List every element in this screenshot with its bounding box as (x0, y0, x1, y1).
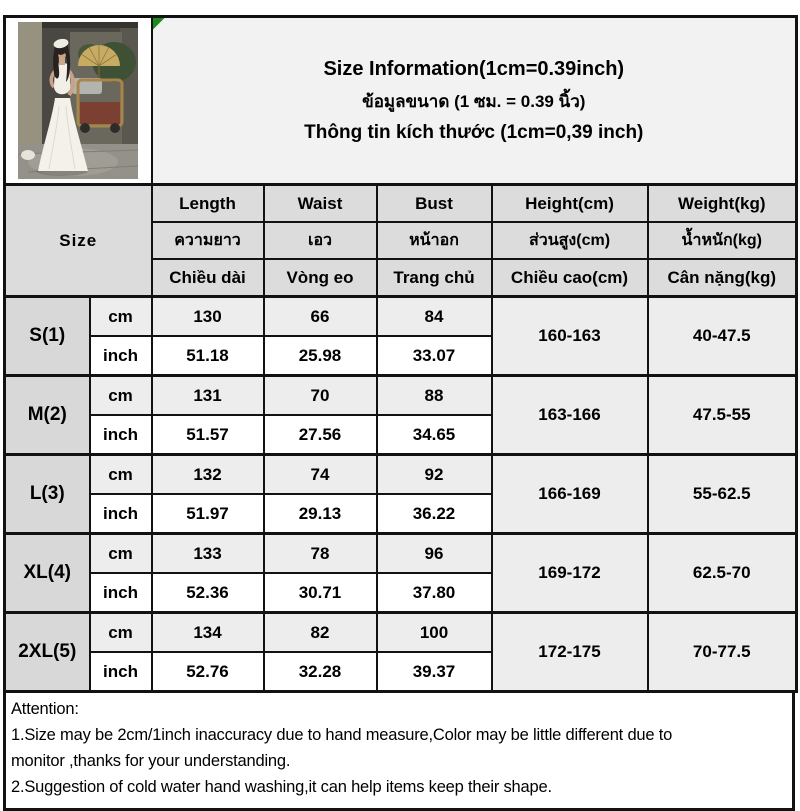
unit-label: cm (90, 297, 152, 337)
length-inch-m: 51.57 (152, 415, 264, 455)
top-band-row (5, 17, 797, 185)
bust-cm-s: 84 (377, 297, 492, 337)
header-height-en: Height(cm) (492, 185, 648, 223)
unit-label: inch (90, 652, 152, 692)
bust-inch-xl: 37.80 (377, 573, 492, 613)
bust-inch-m: 34.65 (377, 415, 492, 455)
table-row-s-cm (5, 297, 797, 337)
size-name-s: S(1) (5, 297, 90, 376)
weight-range-m: 47.5-55 (648, 376, 797, 455)
length-cm-l: 132 (152, 455, 264, 495)
unit-label: cm (90, 455, 152, 495)
waist-inch-m: 27.56 (264, 415, 377, 455)
size-name-2xl: 2XL(5) (5, 613, 90, 692)
header-weight-en: Weight(kg) (648, 185, 797, 223)
table-row-m-cm (5, 376, 797, 416)
length-cm-2xl: 134 (152, 613, 264, 653)
bust-cm-xl: 96 (377, 534, 492, 574)
length-cm-s: 130 (152, 297, 264, 337)
unit-label: cm (90, 534, 152, 574)
unit-label: inch (90, 494, 152, 534)
weight-range-xl: 62.5-70 (648, 534, 797, 613)
length-cm-xl: 133 (152, 534, 264, 574)
header-bust-th: หน้าอก (377, 222, 492, 259)
waist-inch-2xl: 32.28 (264, 652, 377, 692)
product-photo (6, 22, 151, 179)
header-height-th: ส่วนสูง(cm) (492, 222, 648, 259)
weight-range-s: 40-47.5 (648, 297, 797, 376)
bust-cm-l: 92 (377, 455, 492, 495)
height-range-xl: 169-172 (492, 534, 648, 613)
size-info-title-cell (152, 17, 797, 185)
waist-cm-l: 74 (264, 455, 377, 495)
size-header: Size (5, 185, 152, 297)
height-range-s: 160-163 (492, 297, 648, 376)
bust-cm-2xl: 100 (377, 613, 492, 653)
cell-corner-flag-icon (153, 18, 165, 30)
table-row-l-cm (5, 455, 797, 495)
size-name-m: M(2) (5, 376, 90, 455)
header-length-th: ความยาว (152, 222, 264, 259)
header-weight-th: น้ำหนัก(kg) (648, 222, 797, 259)
table-row-xl-cm (5, 534, 797, 574)
length-inch-s: 51.18 (152, 336, 264, 376)
bust-cm-m: 88 (377, 376, 492, 416)
waist-cm-2xl: 82 (264, 613, 377, 653)
waist-cm-xl: 78 (264, 534, 377, 574)
height-range-m: 163-166 (492, 376, 648, 455)
unit-label: cm (90, 613, 152, 653)
size-table (3, 15, 798, 693)
header-waist-en: Waist (264, 185, 377, 223)
unit-label: inch (90, 415, 152, 455)
header-length-en: Length (152, 185, 264, 223)
waist-cm-m: 70 (264, 376, 377, 416)
attention-notes (3, 693, 795, 811)
length-inch-2xl: 52.76 (152, 652, 264, 692)
header-length-vi: Chiều dài (152, 259, 264, 297)
waist-inch-xl: 30.71 (264, 573, 377, 613)
product-photo-illustration (18, 22, 138, 179)
weight-range-l: 55-62.5 (648, 455, 797, 534)
unit-label: cm (90, 376, 152, 416)
bust-inch-l: 36.22 (377, 494, 492, 534)
weight-range-2xl: 70-77.5 (648, 613, 797, 692)
waist-cm-s: 66 (264, 297, 377, 337)
waist-inch-l: 29.13 (264, 494, 377, 534)
unit-label: inch (90, 336, 152, 376)
title-vietnamese: Thông tin kích thước (1cm=0,39 inch) (304, 121, 644, 143)
bust-inch-2xl: 39.37 (377, 652, 492, 692)
header-waist-vi: Vòng eo (264, 259, 377, 297)
waist-inch-s: 25.98 (264, 336, 377, 376)
header-bust-en: Bust (377, 185, 492, 223)
height-range-2xl: 172-175 (492, 613, 648, 692)
header-height-vi: Chiều cao(cm) (492, 259, 648, 297)
length-inch-xl: 52.36 (152, 573, 264, 613)
product-photo-cell (5, 17, 152, 185)
height-range-l: 166-169 (492, 455, 648, 534)
size-name-xl: XL(4) (5, 534, 90, 613)
header-weight-vi: Cân nặng(kg) (648, 259, 797, 297)
length-inch-l: 51.97 (152, 494, 264, 534)
length-cm-m: 131 (152, 376, 264, 416)
attention-note-2: 2.Suggestion of cold water hand washing,it can help items keep their shape. (11, 778, 552, 796)
size-name-l: L(3) (5, 455, 90, 534)
table-row-2xl-cm (5, 613, 797, 653)
title-english: Size Information(1cm=0.39inch) (323, 57, 625, 80)
title-thai: ข้อมูลขนาด (1 ซม. = 0.39 นิ้ว) (362, 91, 586, 111)
attention-title: Attention: (11, 700, 79, 718)
header-bust-vi: Trang chủ (377, 259, 492, 297)
header-waist-th: เอว (264, 222, 377, 259)
header-row-english (5, 185, 797, 223)
attention-note-1a: 1.Size may be 2cm/1inch inaccuracy due to hand measure,Color may be little different due to (11, 726, 673, 744)
bust-inch-s: 33.07 (377, 336, 492, 376)
attention-note-1b: monitor ,thanks for your understanding. (11, 752, 291, 770)
unit-label: inch (90, 573, 152, 613)
size-sheet (3, 15, 795, 811)
